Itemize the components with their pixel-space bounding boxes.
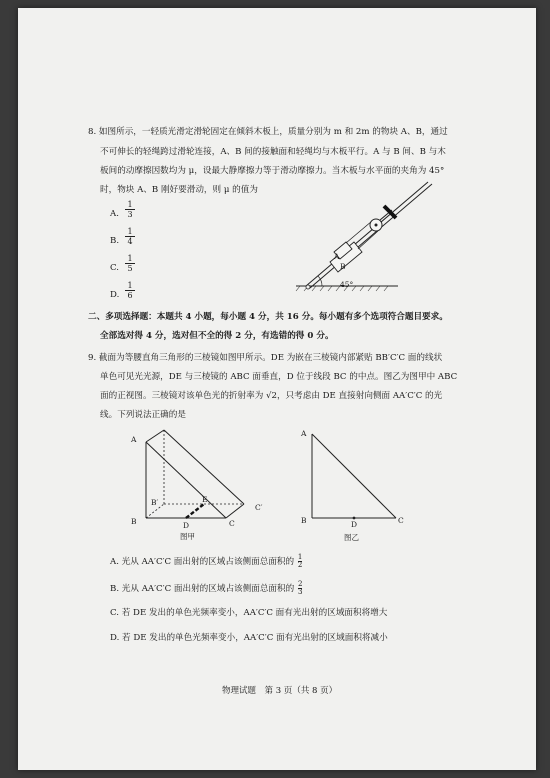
q8-option-b-label: B. — [110, 236, 120, 246]
q9-fig-b-caption: 图乙 — [344, 533, 359, 542]
q8-line3: 板间的动摩擦因数均为 μ，设最大静摩擦力等于滑动摩擦力。当木板与水平面的夹角为 45° — [100, 166, 445, 176]
q9-option-b-text: B. 光从 AA′C′C 面出射的区域占该侧面总面积的 — [110, 584, 295, 594]
q8-option-d-label: D. — [110, 290, 120, 300]
section2-line2: 全部选对得 4 分，选对但不全的得 2 分，有选错的得 0 分。 — [100, 331, 334, 341]
q9-fig-a-label-bprime: B′ — [151, 498, 159, 507]
q8-angle-label: 45° — [340, 280, 354, 289]
q9-prism-figure-b — [304, 426, 404, 526]
q9-option-a — [110, 554, 303, 569]
q9-fig-a-label-a: A — [131, 435, 137, 444]
q9-fig-a-label-c: C — [229, 519, 235, 528]
q9-fig-b-label-a: A — [301, 429, 307, 438]
q8-incline-figure — [288, 176, 438, 296]
q9-fig-a-label-b: B — [131, 517, 137, 526]
q8-option-a-fraction: 1 3 — [124, 200, 136, 219]
q9-option-d: D. 若 DE 发出的单色光频率变小，AA′C′C 面有光出射的区域面积将减小 — [110, 633, 388, 643]
q9-line4: 线。下列说法正确的是 — [100, 410, 186, 420]
q9-fig-a-caption: 图甲 — [180, 532, 195, 541]
q9-line1: 9. 截面为等腰直角三角形的三棱镜如图甲所示。DE 为嵌在三棱镜内部紧贴 BB′C′C 面的线状 — [88, 353, 443, 363]
q8-option-c-fraction: 1 5 — [124, 254, 136, 273]
q9-fig-b-label-c: C — [398, 516, 404, 525]
q9-fig-a-label-e: E — [202, 495, 208, 504]
q8-line1: 8. 如图所示，一轻质光滑定滑轮固定在倾斜木板上，质量分别为 m 和 2m 的物块 A、B，通过 — [88, 127, 448, 137]
q9-option-b-fraction: $\frac{2}{3}$ — [297, 580, 303, 596]
q9-fig-b-label-b: B — [301, 516, 307, 525]
q8-option-b-fraction: 1 4 — [124, 227, 136, 246]
q8-line2: 不可伸长的轻绳跨过滑轮连接，A、B 间的接触面和轻绳均与木板平行。A 与 B 间、B 与木 — [100, 147, 446, 157]
q9-line2: 单色可见光光源，DE 与三棱镜的 ABC 面垂直，D 位于线段 BC 的中点。图乙为图甲中 ABC — [100, 372, 458, 382]
q8-option-c-label: C. — [110, 263, 120, 273]
q9-option-a-text: A. 光从 AA′C′C 面出射的区域占该侧面总面积的 — [110, 557, 295, 567]
q9-option-a-fraction: $\frac{1}{2}$ — [297, 553, 303, 569]
exam-page — [18, 8, 536, 770]
page-footer: 物理试题 第 3 页（共 8 页） — [222, 686, 338, 696]
section2-line1: 二、多项选择题：本题共 4 小题，每小题 4 分，共 16 分。每小题有多个选项符合题目要求。 — [88, 312, 448, 322]
q9-option-b — [110, 581, 303, 596]
q8-line4: 时，物块 A、B 刚好要滑动，则 μ 的值为 — [100, 185, 258, 195]
q8-block-b-label: B — [340, 262, 346, 271]
q9-option-c: C. 若 DE 发出的单色光频率变小，AA′C′C 面有光出射的区域面积将增大 — [110, 608, 388, 618]
q9-line3: 面的正视图。三棱镜对该单色光的折射率为 √2，只考虑由 DE 直接射向侧面 AA′C′C 的光 — [100, 391, 443, 401]
q9-fig-b-label-d: D — [351, 520, 358, 529]
q9-fig-a-label-cprime: C′ — [255, 503, 263, 512]
q8-option-a-label: A. — [110, 209, 119, 219]
q8-option-d-fraction: 1 6 — [124, 281, 136, 300]
q8-block-a-label: A — [334, 252, 340, 261]
q9-prism-figure-a — [136, 418, 276, 536]
q9-fig-a-label-d: D — [183, 521, 190, 530]
